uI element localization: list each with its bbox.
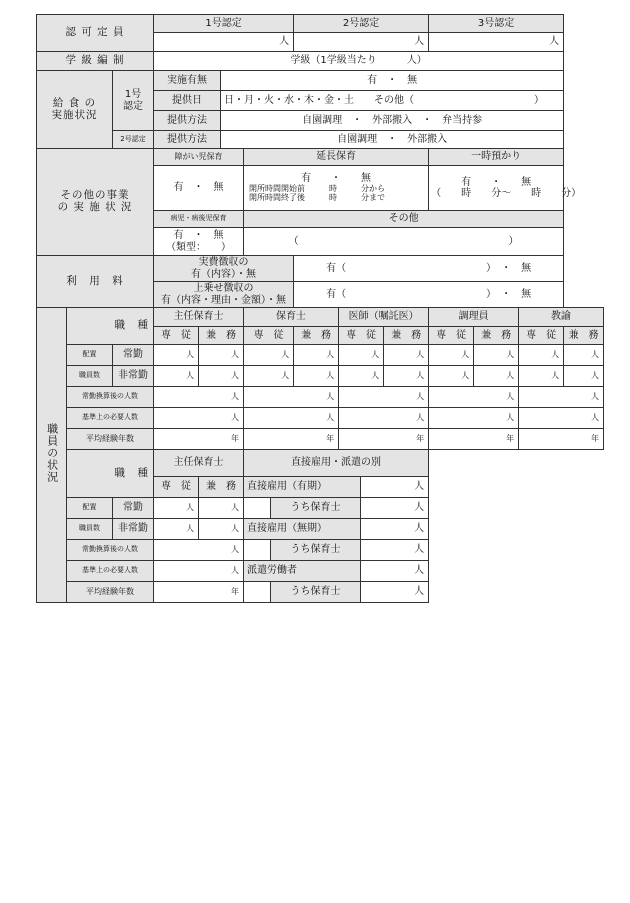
job-header: 保育士: [244, 308, 339, 327]
col-full: 専 従: [429, 327, 474, 345]
other-v-temporary[interactable]: [429, 166, 582, 211]
col-full: 専 従: [154, 327, 199, 345]
cell-value[interactable]: 人: [519, 387, 604, 408]
parttime-label: 非常勤: [113, 519, 154, 540]
col-part: 兼 務: [384, 327, 429, 345]
cell-value[interactable]: 人: [244, 387, 339, 408]
cell-value[interactable]: 人: [384, 366, 429, 387]
headcount-label: 職員数: [67, 366, 113, 387]
col-part: 兼 務: [564, 327, 604, 345]
job-header: 教諭: [519, 308, 604, 327]
job-header: 調理員: [429, 308, 519, 327]
meal-row-value[interactable]: 自園調理 ・ 外部搬入 ・ 弁当持参: [221, 111, 564, 131]
cell-value[interactable]: 人: [294, 366, 339, 387]
extended-end: 開所時間終了後 時 分まで: [249, 192, 386, 202]
placement-label: 配置: [67, 498, 113, 519]
classes-label: 学 級 編 制: [37, 52, 154, 71]
cell-value[interactable]: 人: [154, 540, 244, 561]
meal-row-label: 実施有無: [154, 71, 221, 91]
job-header: 主任保育士: [154, 308, 244, 327]
direct-label: 直接雇用・派遣の別: [244, 450, 429, 477]
col-part: 兼 務: [199, 327, 244, 345]
form-table: [36, 14, 604, 603]
fees-label: 利 用 料: [37, 256, 154, 308]
required-label: 基準上の必要人数: [67, 408, 154, 429]
employment-value[interactable]: 人: [361, 498, 429, 519]
col-full: 専 従: [339, 327, 384, 345]
cell-value[interactable]: 人: [154, 408, 244, 429]
employment-label: 直接雇用（有期）: [244, 477, 361, 498]
placement-label: 配置: [67, 345, 113, 366]
temporary-choice: 有 ・ 無: [461, 176, 532, 188]
cell-value[interactable]: 年: [154, 582, 244, 603]
staff-label-cell: [37, 308, 67, 603]
fees-row-label: 実費徴収の 有（内容）・無: [154, 256, 294, 282]
other-h-else: その他: [244, 211, 564, 228]
cell-value[interactable]: 人: [429, 387, 519, 408]
fees-row-value[interactable]: 有（ ） ・ 無: [294, 282, 564, 308]
indent-spacer: [244, 582, 271, 603]
employment-value[interactable]: 人: [361, 540, 429, 561]
extended-start: 開所時間開始前 時 分から: [249, 183, 386, 193]
cell-value[interactable]: 人: [564, 366, 604, 387]
cell-value[interactable]: 人: [339, 387, 429, 408]
employment-label: うち保育士: [271, 498, 361, 519]
indent-spacer: [244, 540, 271, 561]
cell-value[interactable]: 人: [199, 345, 244, 366]
cell-value[interactable]: 人: [339, 366, 384, 387]
cell-value[interactable]: 人: [244, 408, 339, 429]
other-h-extended: 延長保育: [244, 149, 429, 166]
employment-label: 直接雇用（無期）: [244, 519, 361, 540]
cell-value[interactable]: 人: [244, 366, 294, 387]
converted-label: 常勤換算後の人数: [67, 540, 154, 561]
fulltime-label: 常勤: [113, 498, 154, 519]
converted-label: 常勤換算後の人数: [67, 387, 154, 408]
col-part: 兼 務: [199, 477, 244, 498]
parttime-label: 非常勤: [113, 366, 154, 387]
cell-value[interactable]: 人: [154, 387, 244, 408]
cell-value[interactable]: 年: [154, 429, 244, 450]
other-h-sick: 病児・病後児保育: [154, 211, 244, 228]
facility-form: [36, 14, 604, 603]
experience-label: 平均経験年数: [67, 582, 154, 603]
other-v-sick[interactable]: 有 ・ 無 （類型： ）: [154, 228, 244, 256]
job-header: 医師（嘱託医）: [339, 308, 429, 327]
cell-value[interactable]: 人: [564, 345, 604, 366]
cell-value[interactable]: 人: [339, 345, 384, 366]
cell-value[interactable]: 人: [199, 498, 244, 519]
job-type-label-2: 職 種: [67, 450, 154, 498]
cell-value[interactable]: 人: [429, 408, 519, 429]
employment-value[interactable]: 人: [361, 477, 429, 498]
employment-value[interactable]: 人: [361, 561, 429, 582]
other-h-disability: 障がい児保育: [154, 149, 244, 166]
cell-value[interactable]: 人: [519, 345, 564, 366]
employment-value[interactable]: 人: [361, 519, 429, 540]
other-label: その他の事業 の 実 施 状 況: [37, 149, 154, 256]
headcount-label: 職員数: [67, 519, 113, 540]
capacity-header-3: 3号認定: [429, 15, 564, 33]
col-full: 専 従: [154, 477, 199, 498]
cell-value[interactable]: 人: [154, 519, 199, 540]
capacity-header-1: 1号認定: [154, 15, 294, 33]
cell-value[interactable]: 人: [519, 408, 604, 429]
meal-row-label: 提供方法: [154, 111, 221, 131]
job-type-label: 職 種: [67, 308, 154, 345]
staff-label: 職員の状況: [45, 423, 59, 484]
empty-area: [429, 450, 604, 603]
col-part: 兼 務: [474, 327, 519, 345]
col-full: 専 従: [244, 327, 294, 345]
capacity-value-2[interactable]: 人: [294, 33, 429, 52]
col-part: 兼 務: [294, 327, 339, 345]
other-v-extended[interactable]: [244, 166, 429, 211]
cell-value[interactable]: 人: [154, 498, 199, 519]
meal-row-label: 提供日: [154, 91, 221, 111]
cell-value[interactable]: 年: [429, 429, 519, 450]
fulltime-label: 常勤: [113, 345, 154, 366]
meal-row-value[interactable]: 有 ・ 無: [221, 71, 564, 91]
cell-value[interactable]: 人: [384, 345, 429, 366]
fees-row-label: 上乗せ徴収の 有（内容・理由・金額）・無: [154, 282, 294, 308]
cell-value[interactable]: 年: [244, 429, 339, 450]
meal-row-value[interactable]: 自園調理 ・ 外部搬入: [221, 131, 564, 149]
temporary-time: （ 時 分〜 時 分）: [431, 188, 582, 199]
other-v-else[interactable]: （ ）: [244, 228, 564, 256]
required-label: 基準上の必要人数: [67, 561, 154, 582]
cell-value[interactable]: 人: [429, 366, 474, 387]
cell-value[interactable]: 人: [244, 345, 294, 366]
cell-value[interactable]: 人: [154, 561, 244, 582]
experience-label: 平均経験年数: [67, 429, 154, 450]
cell-value[interactable]: 人: [154, 366, 199, 387]
cell-value[interactable]: 人: [199, 366, 244, 387]
cell-value[interactable]: 人: [294, 345, 339, 366]
capacity-label: 認 可 定 員: [37, 15, 154, 52]
capacity-header-2: 2号認定: [294, 15, 429, 33]
cell-value[interactable]: 人: [519, 366, 564, 387]
cell-value[interactable]: 人: [339, 408, 429, 429]
col-full: 専 従: [519, 327, 564, 345]
meal-label: 給 食 の 実施状況: [37, 71, 113, 149]
meal-row-label: 提供方法: [154, 131, 221, 149]
indent-spacer: [244, 498, 271, 519]
capacity-value-1[interactable]: 人: [154, 33, 294, 52]
cell-value[interactable]: 年: [339, 429, 429, 450]
cell-value[interactable]: 人: [474, 345, 519, 366]
meal-group-1: 1号 認定: [113, 71, 154, 131]
job-header-2: 主任保育士: [154, 450, 244, 477]
cell-value[interactable]: 人: [474, 366, 519, 387]
classes-value[interactable]: 学級（1学級当たり 人）: [154, 52, 564, 71]
fees-row-value[interactable]: 有（ ） ・ 無: [294, 256, 564, 282]
cell-value[interactable]: 人: [199, 519, 244, 540]
cell-value[interactable]: 年: [519, 429, 604, 450]
employment-value[interactable]: 人: [361, 582, 429, 603]
other-h-temporary: 一時預かり: [429, 149, 564, 166]
capacity-value-3[interactable]: 人: [429, 33, 564, 52]
employment-label: うち保育士: [271, 582, 361, 603]
cell-value[interactable]: 人: [154, 345, 199, 366]
meal-group-2: 2号認定: [113, 131, 154, 149]
extended-choice: 有 ・ 無: [301, 173, 372, 185]
cell-value[interactable]: 人: [429, 345, 474, 366]
employment-label: 派遣労働者: [244, 561, 361, 582]
employment-label: うち保育士: [271, 540, 361, 561]
meal-row-value[interactable]: 日・月・火・水・木・金・土 その他（ ）: [221, 91, 564, 111]
other-v-disability[interactable]: 有 ・ 無: [154, 166, 244, 211]
